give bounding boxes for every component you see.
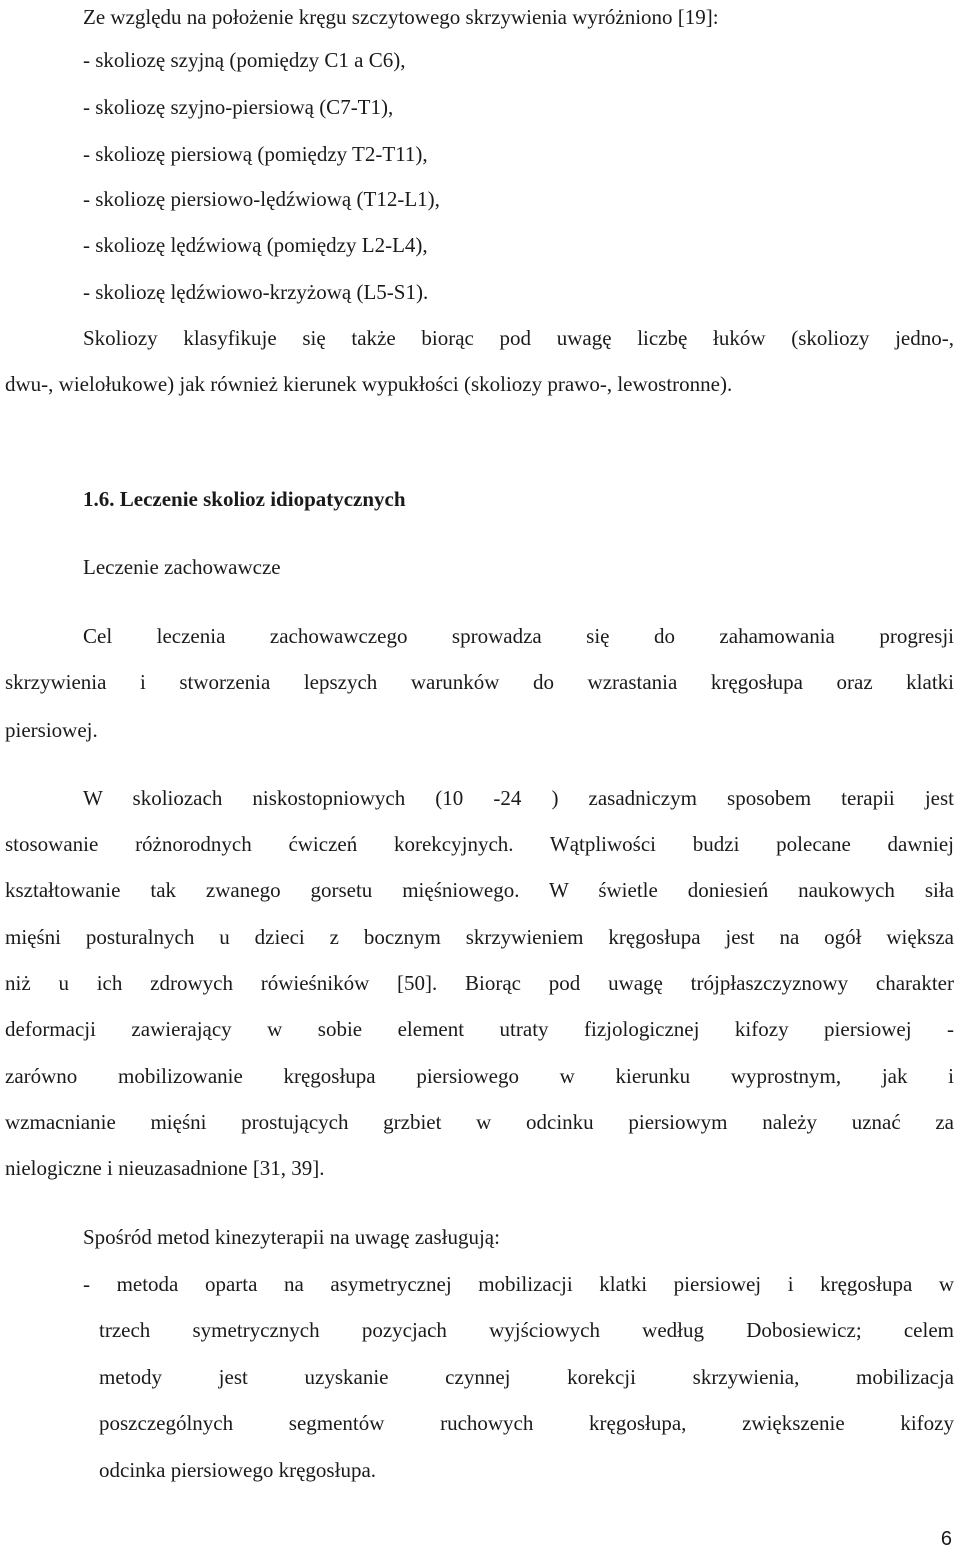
list-item: - skoliozę piersiową (pomiędzy T2-T11),: [83, 142, 428, 166]
intro-heading-line: Ze względu na położenie kręgu szczytowego skrzywienia wyróżniono [19]:: [83, 5, 719, 29]
list-item: - skoliozę lędźwiowo-krzyżową (L5-S1).: [83, 280, 429, 304]
list-item-line: - metoda oparta na asymetrycznej mobilizacji klatki piersiowej i kręgosłupa w: [83, 1272, 954, 1296]
section-title: 1.6. Leczenie skolioz idiopatycznych: [83, 487, 406, 511]
paragraph-line: piersiowej.: [5, 718, 98, 742]
list-item-line: trzech symetrycznych pozycjach wyjściowych według Dobosiewicz; celem: [99, 1318, 954, 1342]
list-item-line: metody jest uzyskanie czynnej korekcji skrzywienia, mobilizacja: [99, 1365, 954, 1389]
list-item: - skoliozę szyjną (pomiędzy C1 a C6),: [83, 48, 406, 72]
section-subtitle: Leczenie zachowawcze: [83, 555, 281, 579]
list-item: - skoliozę szyjno-piersiową (C7-T1),: [83, 95, 394, 119]
paragraph-line: stosowanie różnorodnych ćwiczeń korekcyjnych. Wątpliwości budzi polecane dawniej: [5, 832, 954, 856]
list-item: - skoliozę piersiowo-lędźwiową (T12-L1),: [83, 187, 440, 211]
paragraph-line: kształtowanie tak zwanego gorsetu mięśniowego. W świetle doniesień naukowych siła: [5, 878, 954, 902]
paragraph-line: zarówno mobilizowanie kręgosłupa piersiowego w kierunku wyprostnym, jak i: [5, 1064, 954, 1088]
list-item-line: odcinka piersiowego kręgosłupa.: [99, 1458, 377, 1482]
paragraph-line: deformacji zawierający w sobie element utraty fizjologicznej kifozy piersiowej -: [5, 1017, 954, 1041]
list-item-line: poszczególnych segmentów ruchowych kręgosłupa, zwiększenie kifozy: [99, 1411, 954, 1435]
paragraph-line: skrzywienia i stworzenia lepszych warunków do wzrastania kręgosłupa oraz klatki: [5, 670, 954, 694]
paragraph-line: niż u ich zdrowych rówieśników [50]. Biorąc pod uwagę trójpłaszczyznowy charakter: [5, 971, 954, 995]
paragraph-line: Skoliozy klasyfikuje się także biorąc pod uwagę liczbę łuków (skoliozy jedno-,: [83, 326, 954, 350]
paragraph-line: wzmacnianie mięśni prostujących grzbiet w odcinku piersiowym należy uznać za: [5, 1110, 954, 1134]
page-number: 6: [940, 1528, 952, 1550]
paragraph-line: nielogiczne i nieuzasadnione [31, 39].: [5, 1156, 325, 1180]
paragraph-line: mięśni posturalnych u dzieci z bocznym skrzywieniem kręgosłupa jest na ogół większa: [5, 925, 954, 949]
paragraph-line: Cel leczenia zachowawczego sprowadza się do zahamowania progresji: [83, 624, 954, 648]
paragraph-line: dwu-, wielołukowe) jak również kierunek wypukłości (skoliozy prawo-, lewostronne).: [5, 372, 733, 396]
paragraph-lead: Spośród metod kinezyterapii na uwagę zasługują:: [83, 1225, 500, 1249]
paragraph-line: W skoliozach niskostopniowych (10 -24 ) zasadniczym sposobem terapii jest: [83, 786, 954, 810]
list-item: - skoliozę lędźwiową (pomiędzy L2-L4),: [83, 233, 428, 257]
